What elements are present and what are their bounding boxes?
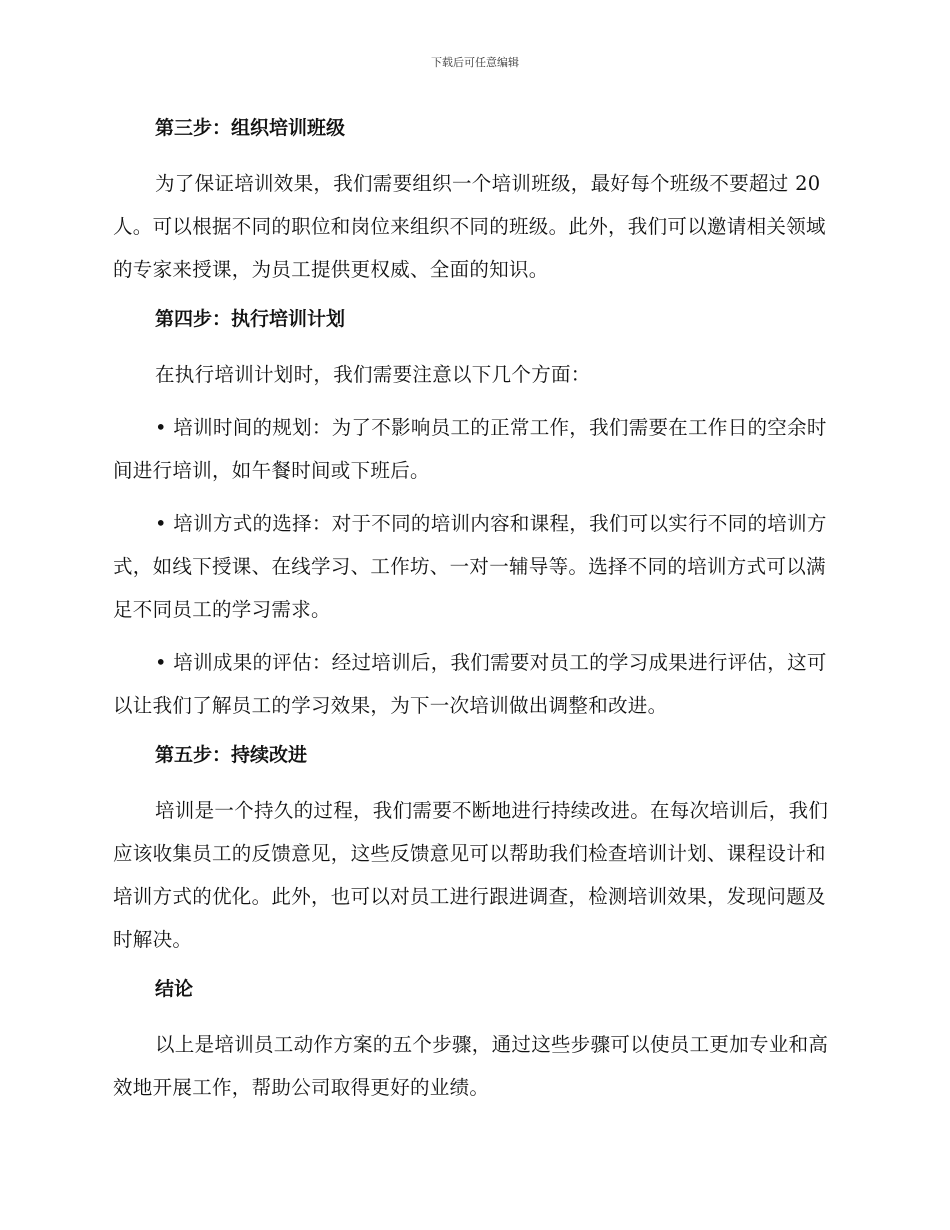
paragraph-step5: 培训是一个持久的过程，我们需要不断地进行持续改进。在每次培训后，我们应该收集员工的反馈意见，这些反馈意见可以帮助我们检查培训计划、课程设计和培训方式的优化。此外，也可以对员工进行跟进调查，检测培训效果，发现问题及时解决。 bbox=[113, 799, 829, 951]
section-heading-step5: 第五步：持续改进 bbox=[155, 744, 308, 766]
bullet-item-training-method: • 培训方式的选择：对于不同的培训内容和课程，我们可以实行不同的培训方式，如线下授课、在线学习、工作坊、一对一辅导等。选择不同的培训方式可以满足不同员工的学习需求。 bbox=[113, 512, 827, 621]
section-heading-step3: 第三步：组织培训班级 bbox=[155, 117, 346, 139]
paragraph-step3: 为了保证培训效果，我们需要组织一个培训班级，最好每个班级不要超过 20 人。可以根据不同的职位和岗位来组织不同的班级。此外，我们可以邀请相关领域的专家来授课，为员工提供更权威、全面的知识。 bbox=[113, 172, 826, 281]
section-heading-conclusion: 结论 bbox=[155, 978, 194, 1000]
section-heading-step4: 第四步：执行培训计划 bbox=[155, 308, 346, 330]
document-body bbox=[113, 110, 835, 1119]
bullet-item-evaluation: • 培训成果的评估：经过培训后，我们需要对员工的学习成果进行评估，这可以让我们了解员工的学习效果，为下一次培训做出调整和改进。 bbox=[113, 651, 827, 717]
page-header: 下载后可任意编辑 bbox=[431, 56, 519, 69]
paragraph-step4-intro: 在执行培训计划时，我们需要注意以下几个方面： bbox=[155, 363, 591, 386]
paragraph-conclusion: 以上是培训员工动作方案的五个步骤，通过这些步骤可以使员工更加专业和高效地开展工作，帮助公司取得更好的业绩。 bbox=[113, 1033, 829, 1099]
bullet-item-time-planning: • 培训时间的规划：为了不影响员工的正常工作，我们需要在工作日的空余时间进行培训，如午餐时间或下班后。 bbox=[113, 416, 827, 482]
